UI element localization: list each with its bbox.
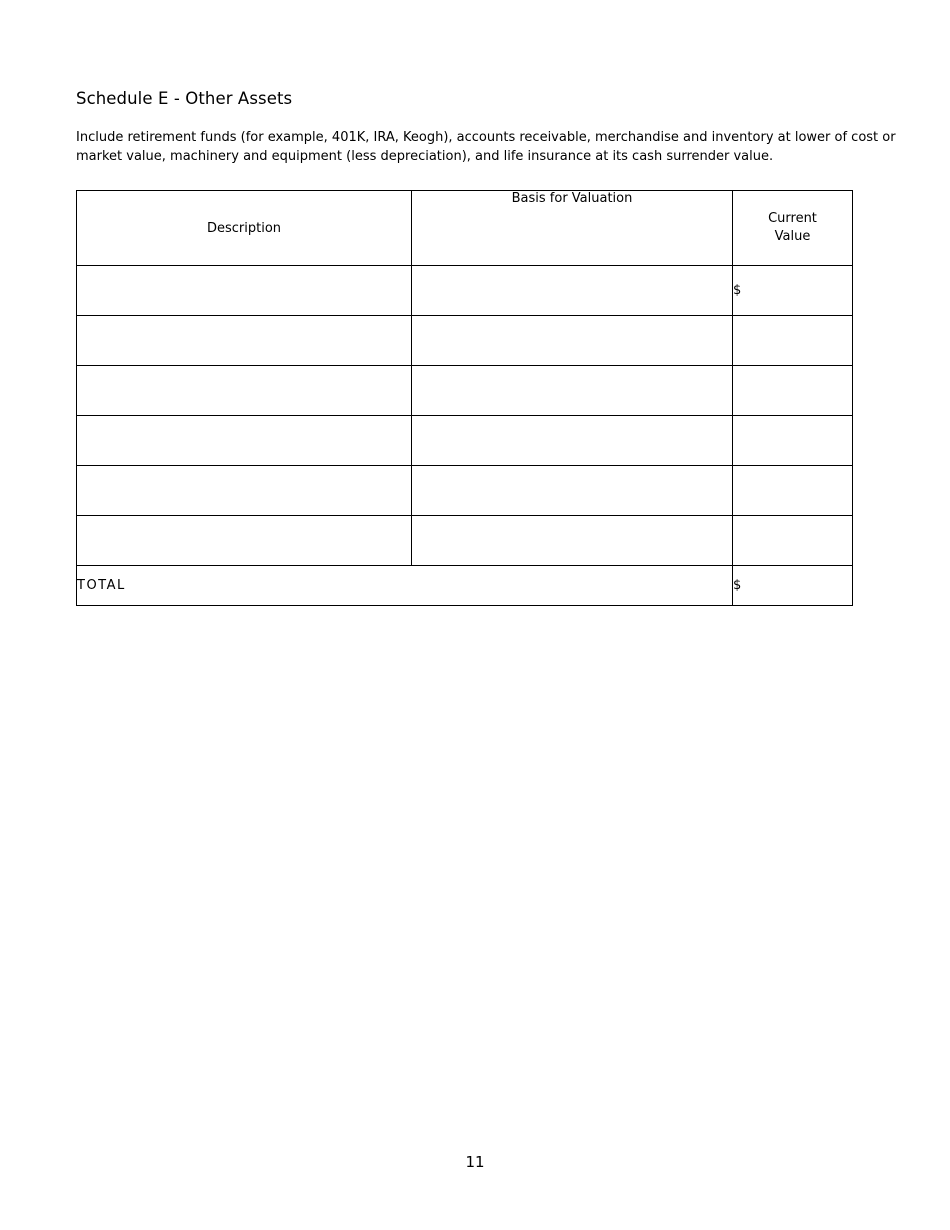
current-value-cell[interactable] (733, 466, 853, 516)
total-label: TOTAL (77, 566, 733, 606)
current-value-cell[interactable] (733, 316, 853, 366)
table-header-row (77, 191, 853, 266)
table-row (77, 516, 853, 566)
table-row (77, 416, 853, 466)
description-cell[interactable] (77, 266, 412, 316)
column-header-current-value (733, 191, 853, 266)
table-row (77, 316, 853, 366)
page-number: 11 (465, 1153, 485, 1171)
instructions-text: Include retirement funds (for example, 401K, IRA, Keogh), accounts receivable, merchandise and inventory at lower of cost or market value, machinery and equipment (less depreciation), and life insurance at its cash surrender value. (76, 130, 896, 164)
table-row (77, 466, 853, 516)
basis-cell[interactable] (412, 466, 733, 516)
basis-cell[interactable] (412, 416, 733, 466)
table-row (77, 266, 853, 316)
basis-cell[interactable] (412, 266, 733, 316)
current-value-cell[interactable] (733, 366, 853, 416)
basis-cell[interactable] (412, 366, 733, 416)
description-cell[interactable] (77, 516, 412, 566)
column-header-description: Description (77, 191, 412, 266)
total-value-cell[interactable] (733, 566, 853, 606)
other-assets-table (76, 190, 853, 606)
page-title: Schedule E - Other Assets (76, 89, 293, 108)
column-header-current-value-line2: Value (774, 229, 811, 244)
description-cell[interactable] (77, 466, 412, 516)
description-cell[interactable] (77, 316, 412, 366)
total-row (77, 566, 853, 606)
description-cell[interactable] (77, 416, 412, 466)
current-value-cell[interactable] (733, 416, 853, 466)
dollar-sign: $ (733, 283, 742, 298)
table-row (77, 366, 853, 416)
current-value-cell[interactable] (733, 266, 853, 316)
column-header-basis-for-valuation: Basis for Valuation (412, 191, 733, 266)
current-value-cell[interactable] (733, 516, 853, 566)
column-header-current-value-line1: Current (768, 211, 817, 226)
description-cell[interactable] (77, 366, 412, 416)
basis-cell[interactable] (412, 316, 733, 366)
total-dollar-sign: $ (733, 578, 742, 593)
basis-cell[interactable] (412, 516, 733, 566)
